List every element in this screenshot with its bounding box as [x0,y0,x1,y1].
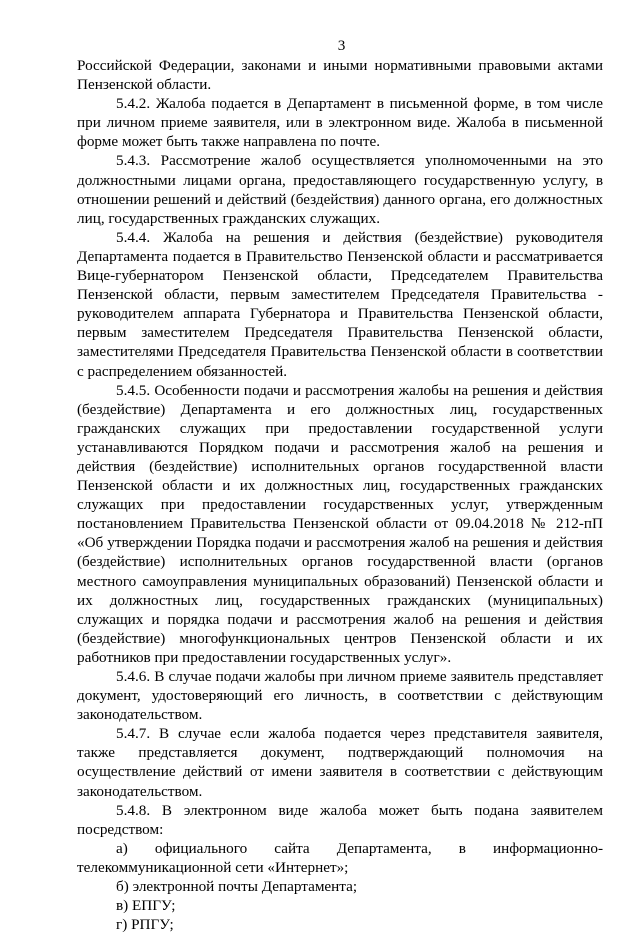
page-number: 3 [337,37,346,54]
paragraph-5-4-3: 5.4.3. Рассмотрение жалоб осуществляется уполномоченными на это должностными лицами органа, предоставляющего государственную услугу, в отношении решений и действий (бездействия) данного органа, его должностных лиц, государственных гражданских служащих. [77,152,603,227]
paragraph-5-4-5: 5.4.5. Особенности подачи и рассмотрения жалобы на решения и действия (бездействие) Департамента и его должностных лиц, государственных гражданских служащих при предоставлении государственной услуги устанавливаются Порядком подачи и рассмотрения жалоб на решения и действия (бездействие) исполнительных органов государственной власти Пензенской области и их должностных лиц, государственных гражданских служащих при предоставлении государственных услуг, утвержденным постановлением Правительства Пензенской области от 09.04.2018 № 212-пП «Об утверждении Порядка подачи и рассмотрения жалоб на решения и действия (бездействие) исполнительных органов государственной власти (органов местного самоуправления муниципальных образований) Пензенской области и их должностных лиц, государственных гражданских (муниципальных) служащих и порядка подачи и рассмотрения жалоб на решения и действия (бездействие) многофункциональных центров Пензенской области и их работников при предоставлении государственных услуг». [77,381,603,666]
list-item-d: г) РПГУ; [116,916,174,934]
paragraph-5-4-7: 5.4.7. В случае если жалоба подается через представителя заявителя, также представляется документ, подтверждающий полномочия на осуществление действий от имени заявителя в соответствии с действующим законодательством. [77,725,603,800]
paragraph-5-4-2: 5.4.2. Жалоба подается в Департамент в письменной форме, в том числе при личном приеме заявителя, или в электронном виде. Жалоба в письменной форме может быть также направлена по почте. [77,95,603,151]
paragraph-5-4-4: 5.4.4. Жалоба на решения и действия (бездействие) руководителя Департамента подается в Правительство Пензенской области и рассматривается Вице-губернатором Пензенской области, Председателем Правительства Пензенской области, первым заместителем Председателя Правительства - руководителем аппарата Губернатора и Правительства Пензенской области, первым заместителем Председателя Правительства Пензенской области, заместителями Председателя Правительства Пензенской области в соответствии с распределением обязанностей. [77,228,603,380]
paragraph-5-4-6: 5.4.6. В случае подачи жалобы при личном приеме заявитель представляет документ, удостоверяющий его личность, в соответствии с действующим законодательством. [77,668,603,724]
list-item-c: в) ЕПГУ; [116,897,176,915]
paragraph-continuation: Российской Федерации, законами и иными нормативными правовыми актами Пензенской области. [77,57,603,94]
document-body [77,56,603,934]
list-item-b: б) электронной почты Департамента; [116,878,358,896]
paragraph-5-4-8: 5.4.8. В электронном виде жалоба может быть подана заявителем посредством: [77,801,603,838]
list-item-a: а) официального сайта Департамента, в информационно-телекоммуникационной сети «Интернет»; [77,839,603,876]
